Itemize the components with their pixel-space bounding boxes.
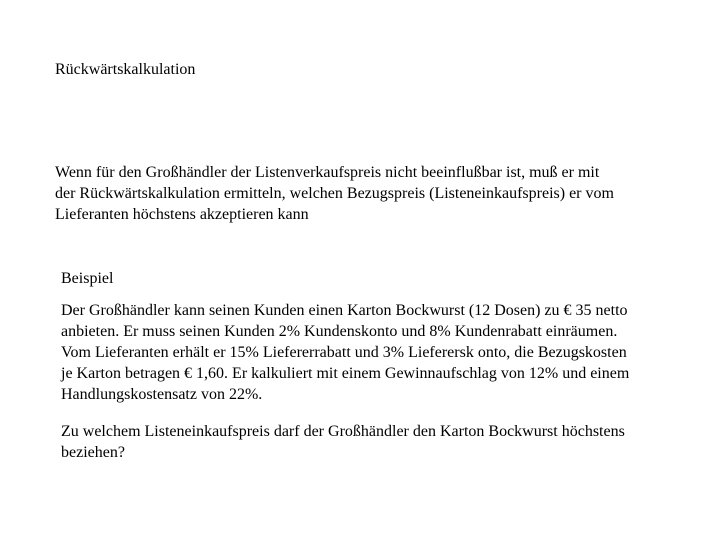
intro-line: Wenn für den Großhändler der Listenverkaufspreis nicht beeinflußbar ist, muß er mit [55, 164, 600, 181]
example-line: Handlungskostensatz von 22%. [61, 386, 263, 403]
intro-line: Lieferanten höchstens akzeptieren kann [55, 206, 309, 223]
question-line: Zu welchem Listeneinkaufspreis darf der Großhändler den Karton Bockwurst höchstens [61, 423, 625, 440]
example-line: Der Großhändler kann seinen Kunden einen Karton Bockwurst (12 Dosen) zu € 35 netto [61, 302, 628, 319]
example-line: anbieten. Er muss seinen Kunden 2% Kundenskonto und 8% Kundenrabatt einräumen. [61, 323, 618, 340]
example-heading: Beispiel [61, 270, 114, 287]
example-line: je Karton betragen € 1,60. Er kalkuliert mit einem Gewinnaufschlag von 12% und einem [61, 365, 630, 382]
example-paragraph-1 [61, 300, 711, 405]
example-line: Vom Lieferanten erhält er 15% Liefererrabatt und 3% Lieferersk onto, die Bezugskosten [61, 344, 627, 361]
page-title: Rückwärtskalkulation [55, 61, 196, 78]
intro-line: der Rückwärtskalkulation ermitteln, welchen Bezugspreis (Listeneinkaufspreis) er vom [55, 185, 614, 202]
question-paragraph [61, 421, 711, 463]
intro-paragraph [55, 162, 695, 225]
question-line: beziehen? [61, 444, 125, 461]
